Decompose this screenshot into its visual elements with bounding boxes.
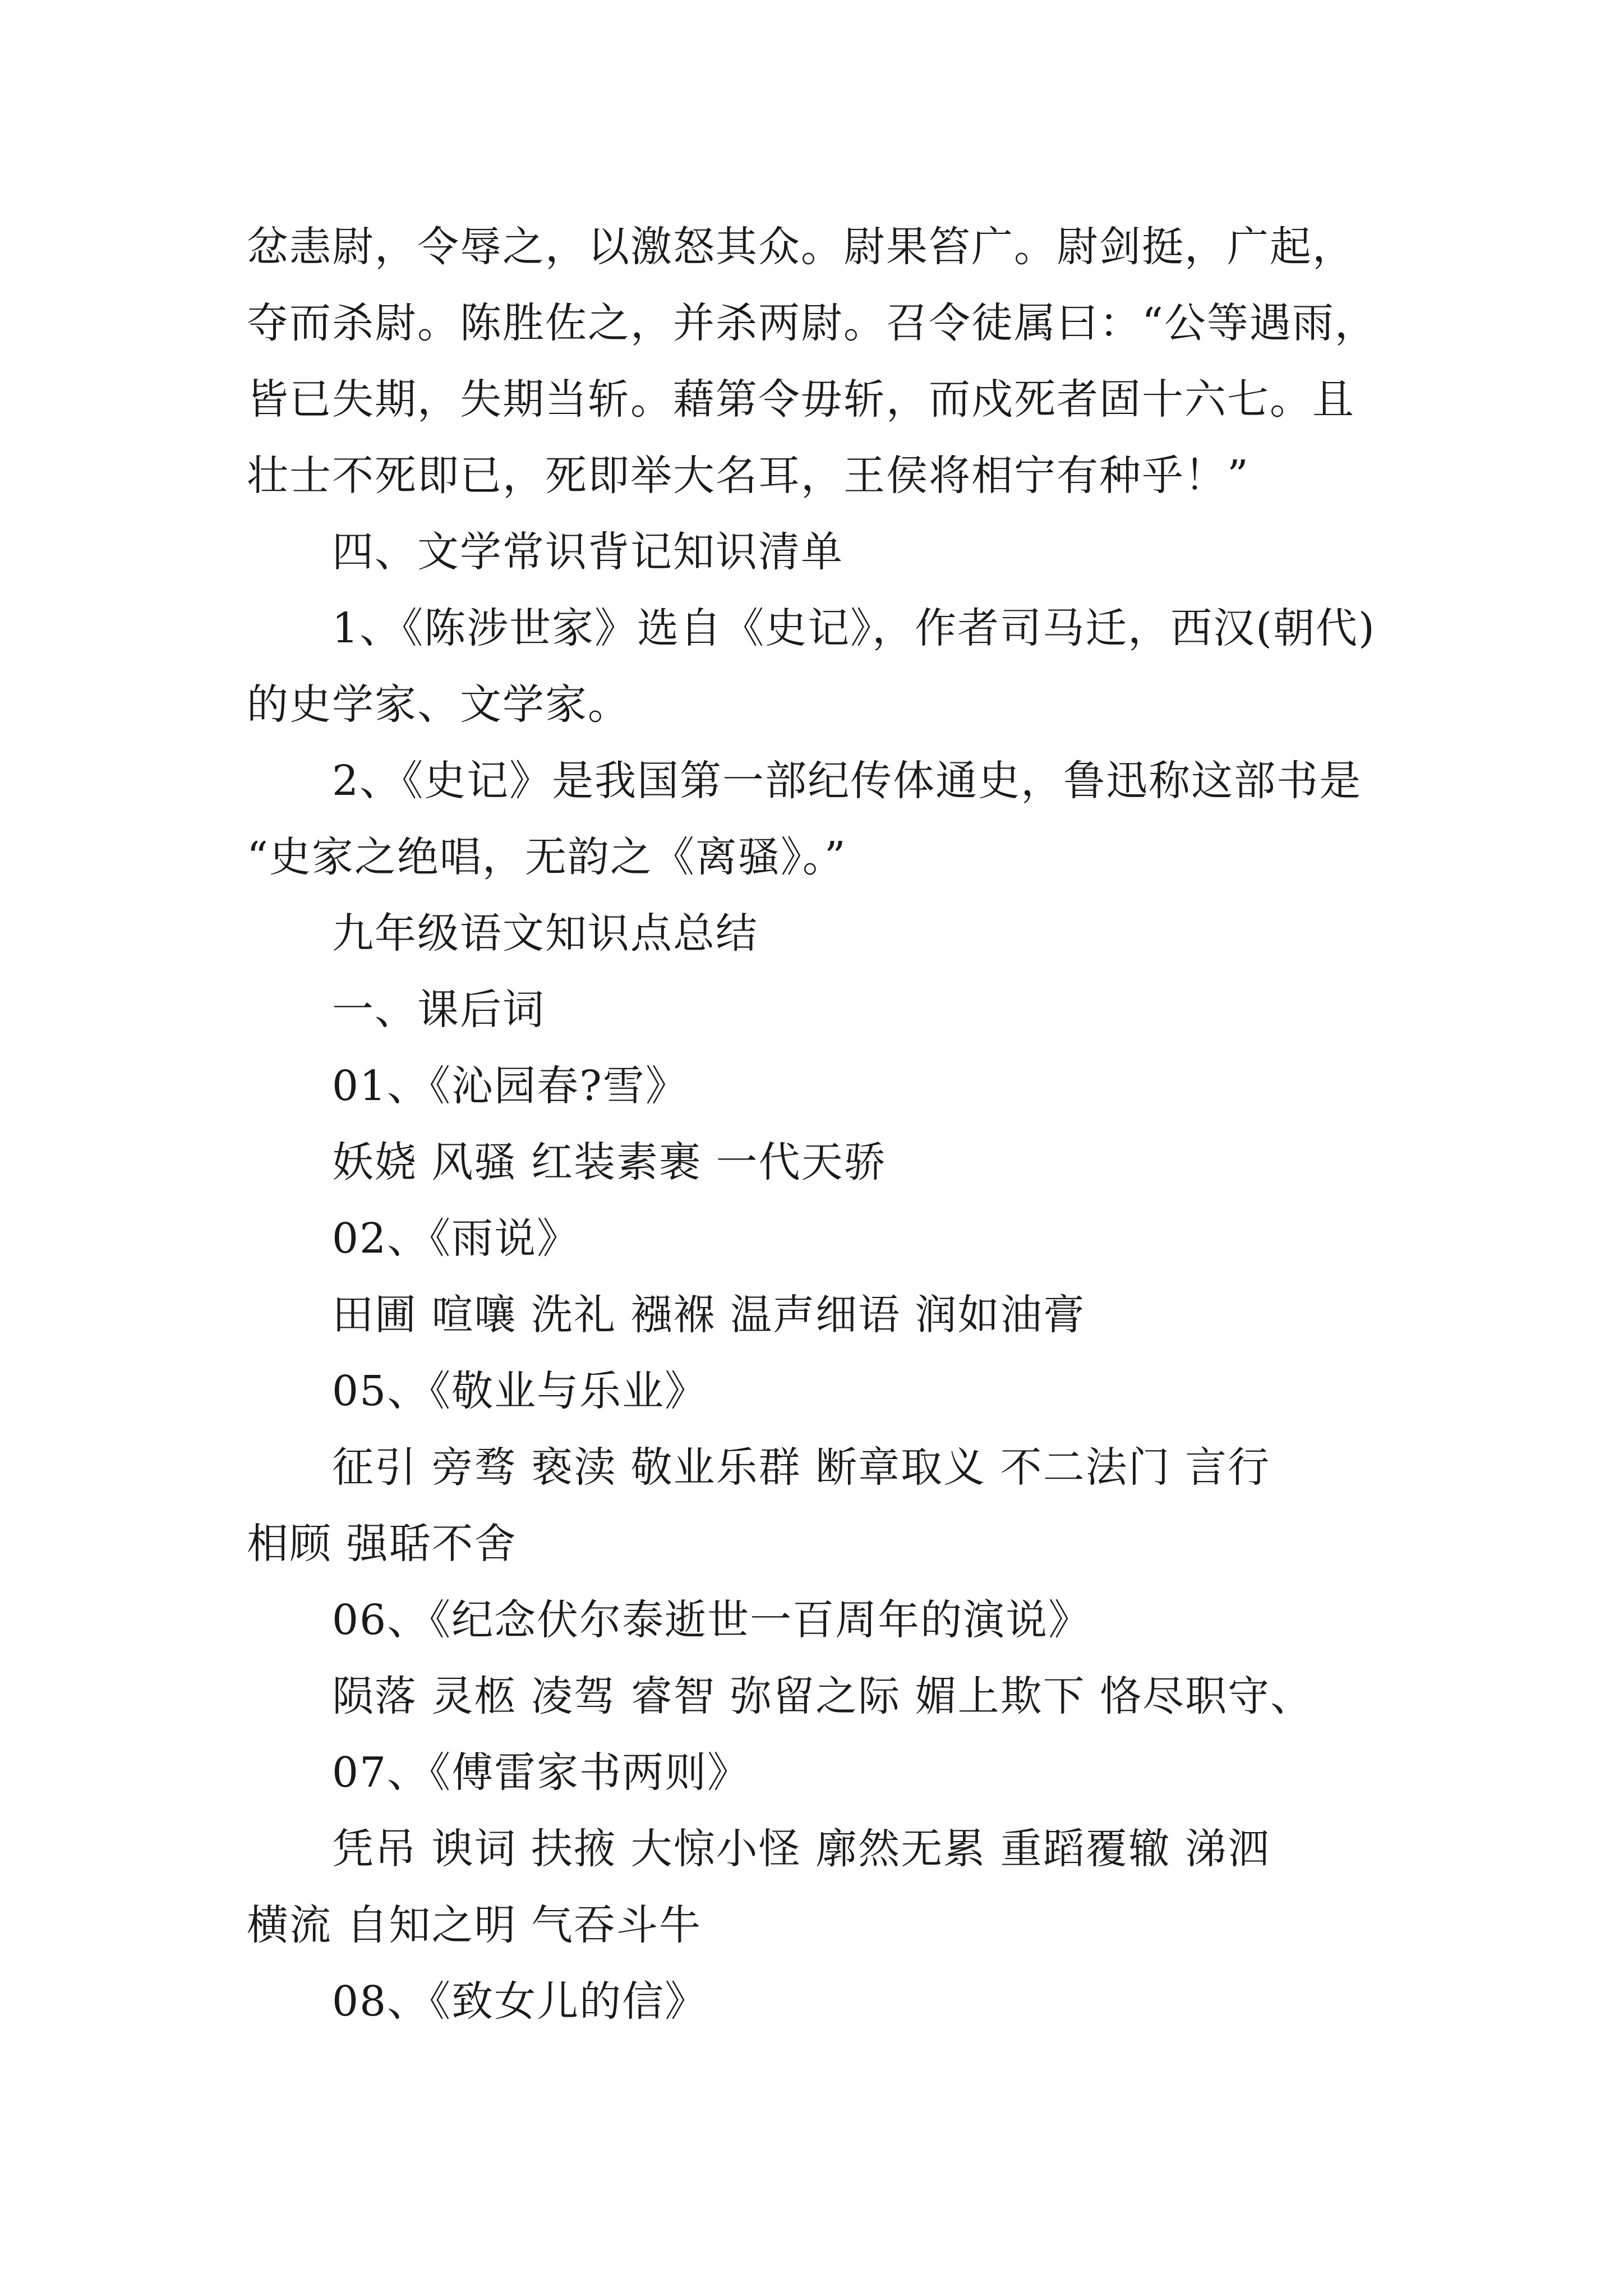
- text-line: 田圃 喧嚷 洗礼 襁褓 温声细语 润如油膏: [332, 1291, 1086, 1339]
- text-line: 九年级语文知识点总结: [332, 909, 758, 958]
- text-line: 皆已失期，失期当斩。藉第令毋斩，而戍死者固十六七。且: [247, 375, 1355, 424]
- text-line: 妖娆 风骚 红装素裹 一代天骄: [332, 1138, 887, 1186]
- text-line: 07、《傅雷家书两则》: [332, 1749, 750, 1797]
- text-line: 征引 旁骛 亵渎 敬业乐群 断章取义 不二法门 言行: [332, 1443, 1271, 1492]
- text-line: 的史学家、文学家。: [247, 680, 630, 729]
- text-line: 壮士不死即已，死即举大名耳，王侯将相宁有种乎！”: [247, 452, 1249, 500]
- text-line: 05、《敬业与乐业》: [332, 1367, 708, 1415]
- text-line: 横流 自知之明 气吞斗牛: [247, 1901, 702, 1949]
- text-line: 2、《史记》是我国第一部纪传体通史，鲁迅称这部书是: [332, 757, 1362, 805]
- text-line: 02、《雨说》: [332, 1214, 580, 1263]
- text-line: 01、《沁园春?雪》: [332, 1062, 688, 1110]
- text-line: 陨落 灵柩 凌驾 睿智 弥留之际 媚上欺下 恪尽职守、: [332, 1672, 1313, 1720]
- text-line: 相顾 强聒不舍: [247, 1520, 517, 1568]
- text-line: 忿恚尉，令辱之，以激怒其众。尉果笞广。尉剑挺，广起，: [247, 223, 1355, 271]
- text-line: 凭吊 谀词 扶掖 大惊小怪 廓然无累 重蹈覆辙 涕泗: [332, 1825, 1271, 1873]
- text-line: 08、《致女儿的信》: [332, 1977, 708, 2026]
- text-line: 06、《纪念伏尔泰逝世一百周年的演说》: [332, 1596, 1091, 1644]
- text-line: 四、文学常识背记知识清单: [332, 528, 843, 576]
- text-line: “史家之绝唱，无韵之《离骚》。”: [247, 833, 847, 881]
- document-body: [247, 209, 1391, 2040]
- text-line: 1、《陈涉世家》选自《史记》，作者司马迁，西汉(朝代): [332, 604, 1376, 652]
- text-line: 一、课后词: [332, 986, 545, 1034]
- text-line: 夺而杀尉。陈胜佐之，并杀两尉。召令徒属曰：“公等遇雨，: [247, 299, 1377, 347]
